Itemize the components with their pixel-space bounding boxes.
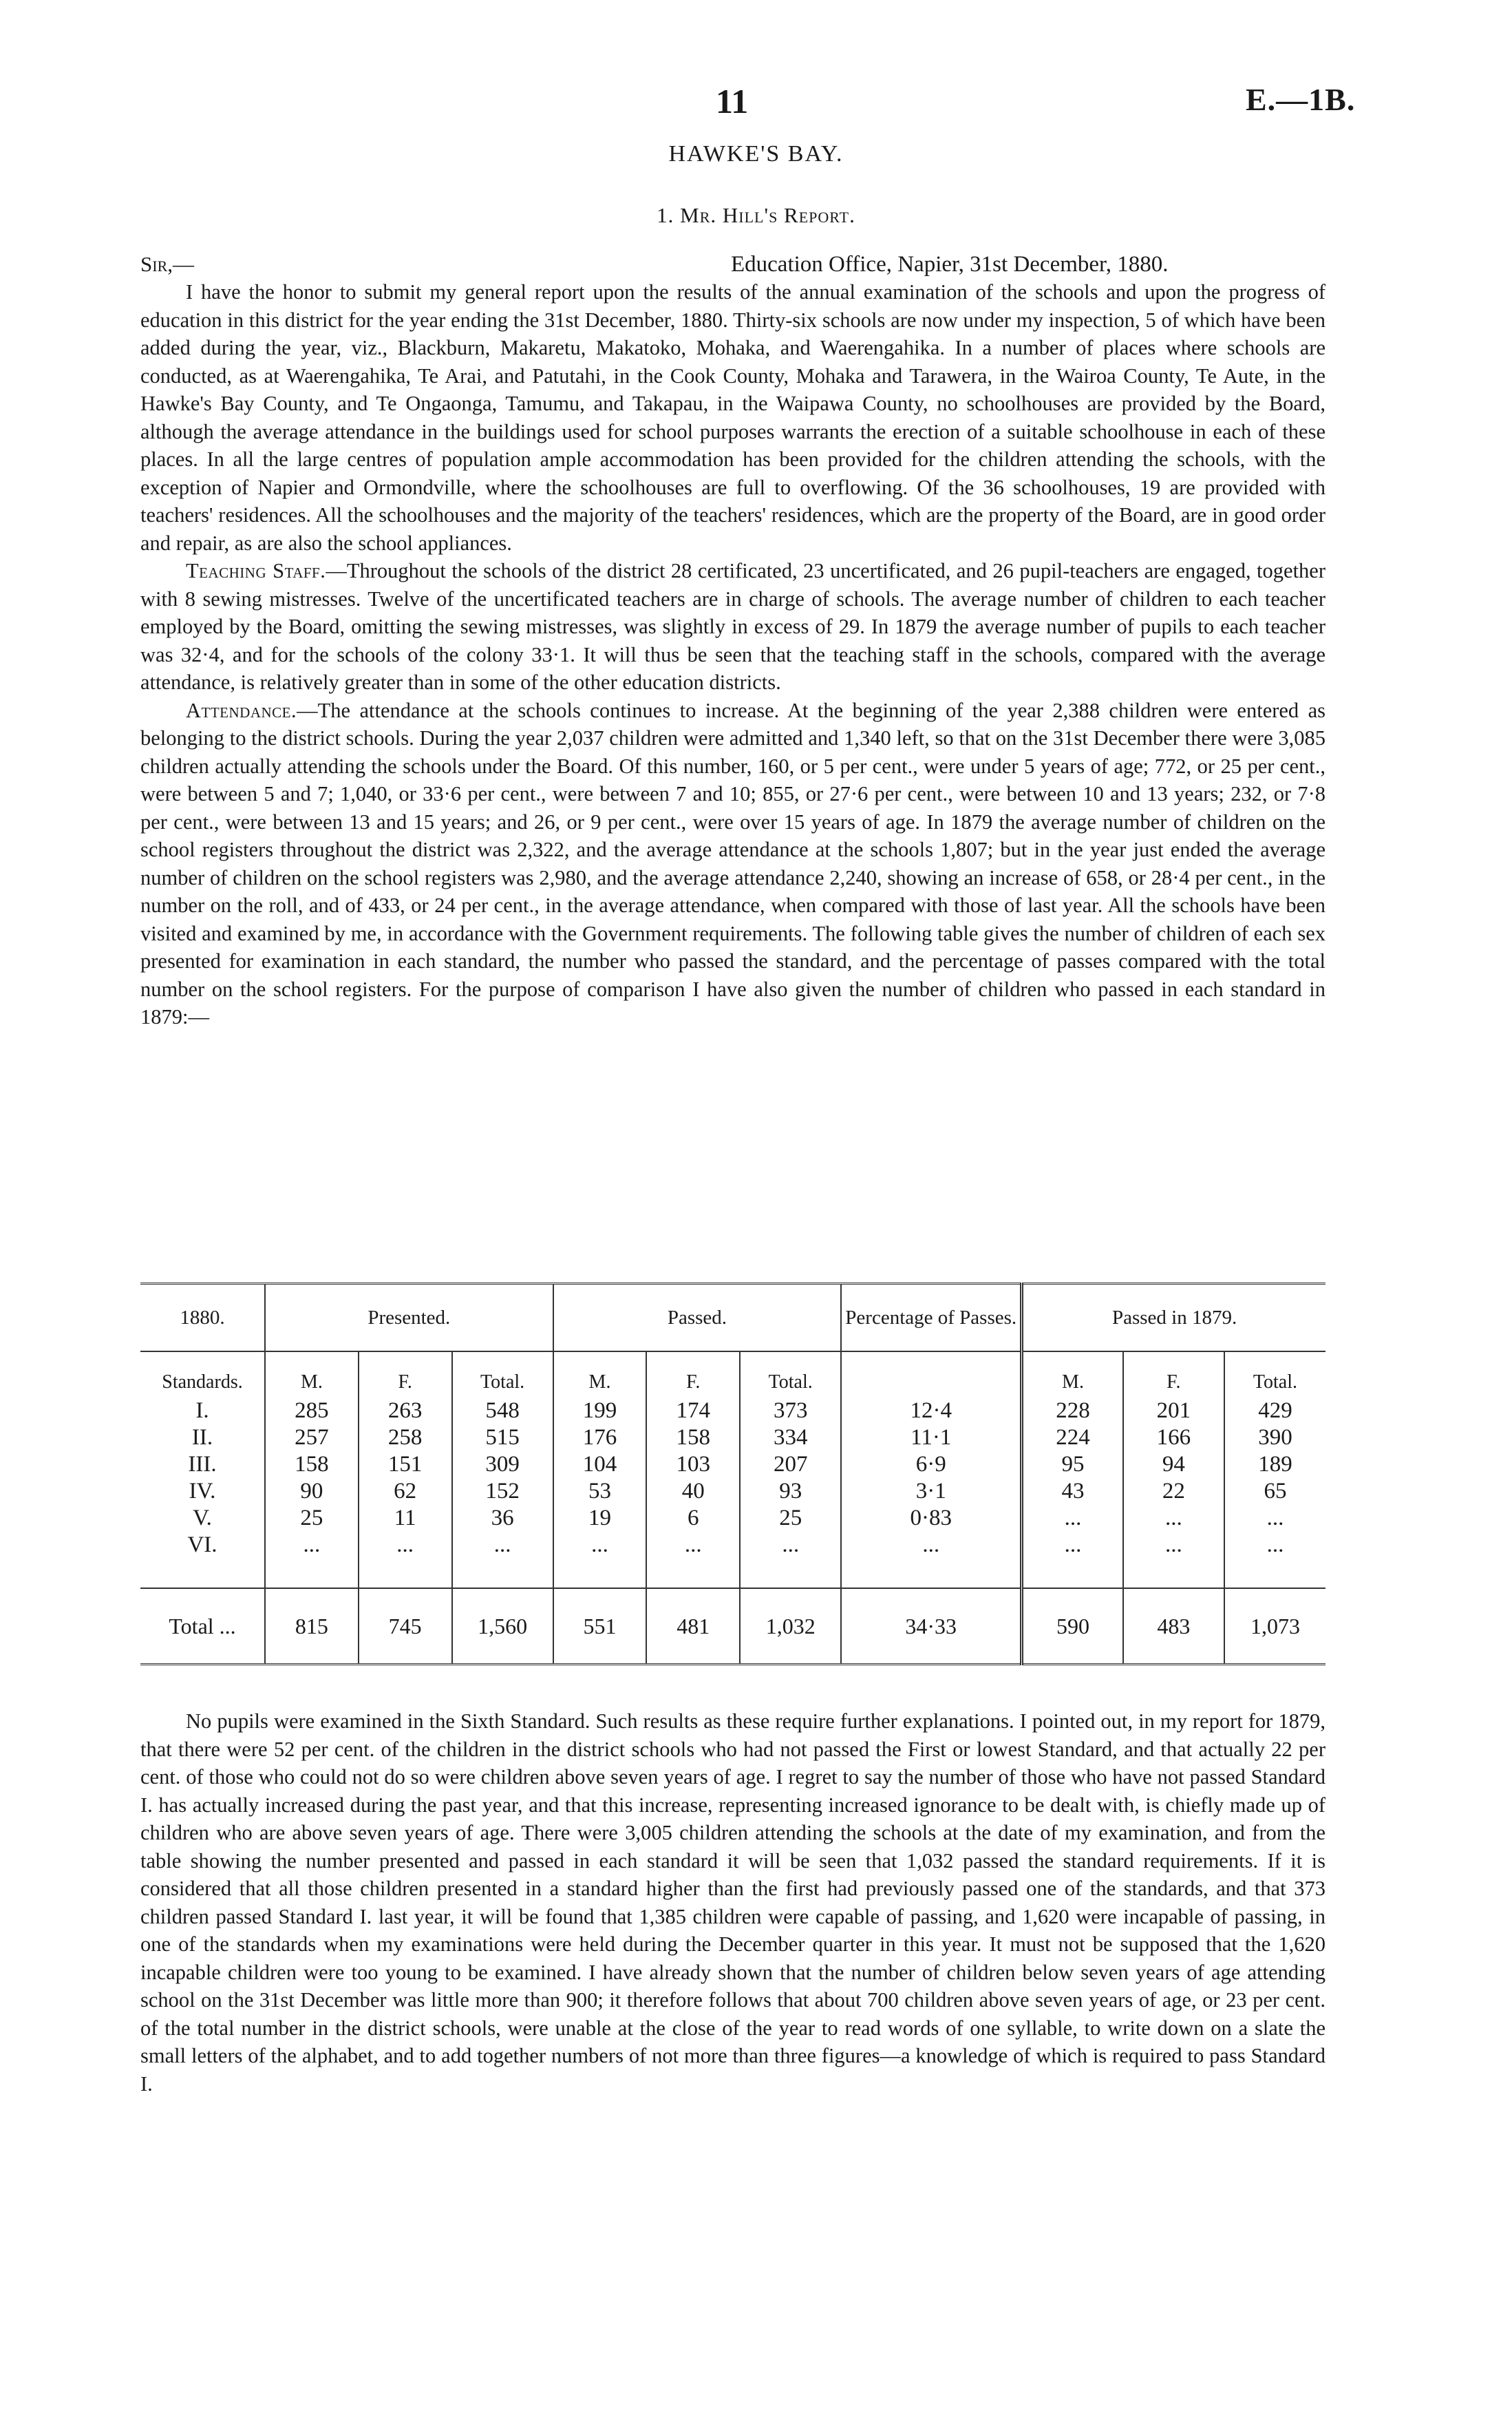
cell: 95 (1022, 1451, 1123, 1478)
examination-results-table (140, 1283, 1325, 1665)
cell: 152 (452, 1478, 553, 1505)
paragraph-heading: Teaching Staff. (186, 559, 326, 582)
cell: 65 (1224, 1478, 1325, 1505)
cell: 11 (359, 1505, 452, 1532)
table-row (140, 1398, 1325, 1424)
cell: 158 (646, 1424, 740, 1451)
cell: 6 (646, 1505, 740, 1532)
cell: ... (452, 1532, 553, 1559)
document-code: E.—1B. (1246, 82, 1356, 117)
cell: 815 (265, 1588, 359, 1665)
section-title: HAWKE'S BAY. (668, 141, 844, 167)
total-label: Total ... (140, 1588, 265, 1665)
paragraph-attendance (140, 697, 1325, 1031)
report-body-conclusion (140, 1707, 1325, 2098)
cell: 258 (359, 1424, 452, 1451)
cell: 481 (646, 1588, 740, 1665)
standard-label: V. (193, 1506, 212, 1530)
cell: 0·83 (841, 1505, 1021, 1532)
cell: ... (841, 1532, 1021, 1559)
cell: 1,073 (1224, 1588, 1325, 1665)
dateline: Education Office, Napier, 31st December, 1880. (731, 252, 1169, 277)
cell: 483 (1123, 1588, 1224, 1665)
cell: ... (359, 1532, 452, 1559)
cell: 201 (1123, 1398, 1224, 1424)
cell: 19 (553, 1505, 647, 1532)
standard-label: I. (195, 1398, 209, 1423)
table-row (140, 1451, 1325, 1478)
cell: 93 (740, 1478, 841, 1505)
cell: 1,560 (452, 1588, 553, 1665)
header-standards: Standards. (162, 1371, 243, 1393)
cell: 12·4 (841, 1398, 1021, 1424)
page-number: 11 (716, 82, 749, 120)
cell: 151 (359, 1451, 452, 1478)
cell: 158 (265, 1451, 359, 1478)
cell: ... (1123, 1505, 1224, 1532)
cell: 745 (359, 1588, 452, 1665)
cell: 176 (553, 1424, 647, 1451)
cell: 373 (740, 1398, 841, 1424)
cell: 309 (452, 1451, 553, 1478)
header-presented: Presented. (265, 1284, 553, 1352)
cell: 6·9 (841, 1451, 1021, 1478)
header-percentage-blank (841, 1351, 1021, 1398)
table-row (140, 1478, 1325, 1505)
cell: 548 (452, 1398, 553, 1424)
report-body-intro (140, 278, 1325, 1031)
cell: 34·33 (841, 1588, 1021, 1665)
cell: ... (1022, 1505, 1123, 1532)
cell: 40 (646, 1478, 740, 1505)
cell: 36 (452, 1505, 553, 1532)
cell: 104 (553, 1451, 647, 1478)
cell: 515 (452, 1424, 553, 1451)
cell: 11·1 (841, 1424, 1021, 1451)
cell: 22 (1123, 1478, 1224, 1505)
header-total: Total. (452, 1351, 553, 1398)
header-total: Total. (740, 1351, 841, 1398)
header-m: M. (265, 1351, 359, 1398)
header-f: F. (1123, 1351, 1224, 1398)
header-percentage: Percentage of Passes. (841, 1284, 1021, 1352)
table-spacer (140, 1559, 1325, 1588)
cell: 174 (646, 1398, 740, 1424)
table-row (140, 1505, 1325, 1532)
paragraph-intro (140, 278, 1325, 557)
salutation: Sir,— (140, 252, 194, 276)
standard-label: II. (191, 1425, 213, 1450)
cell: 103 (646, 1451, 740, 1478)
cell: 189 (1224, 1451, 1325, 1478)
cell: ... (265, 1532, 359, 1559)
cell: 224 (1022, 1424, 1123, 1451)
table-row (140, 1532, 1325, 1559)
cell: 263 (359, 1398, 452, 1424)
paragraph-text: —Throughout the schools of the district 28 certificated, 23 uncertificated, and 26 pupil-teachers are engaged, together with 8 sewing mistresses. Twelve of the uncertificated teachers are in charge of schools. The average number of children to each teacher employed by the Board, omitting the sewing mistresses, was slightly in excess of 29. In 1879 the average number of pupils to each teacher was 32·4, and for the schools of the colony 33·1. It will thus be seen that the teaching staff in the schools, compared with the average attendance, is relatively greater than in some of the other education districts. (140, 559, 1325, 694)
header-passed-1879: Passed in 1879. (1022, 1284, 1325, 1352)
cell: ... (1224, 1505, 1325, 1532)
header-total: Total. (1224, 1351, 1325, 1398)
cell: 390 (1224, 1424, 1325, 1451)
header-passed: Passed. (553, 1284, 842, 1352)
cell: 90 (265, 1478, 359, 1505)
cell: 25 (740, 1505, 841, 1532)
report-title: 1. Mr. Hill's Report. (657, 203, 855, 227)
cell: 62 (359, 1478, 452, 1505)
cell: 334 (740, 1424, 841, 1451)
standard-label: III. (188, 1452, 217, 1477)
cell: ... (1123, 1532, 1224, 1559)
header-f: F. (646, 1351, 740, 1398)
cell: ... (553, 1532, 647, 1559)
paragraph-heading: Attendance. (186, 698, 297, 722)
cell: 25 (265, 1505, 359, 1532)
cell: 429 (1224, 1398, 1325, 1424)
standard-label: IV. (189, 1479, 216, 1504)
cell: 590 (1022, 1588, 1123, 1665)
cell: 207 (740, 1451, 841, 1478)
standard-label: VI. (187, 1532, 217, 1557)
paragraph-text: —The attendance at the schools continues to increase. At the beginning of the year 2,388 children were entered as belonging to the district schools. During the year 2,037 children were admitted and 1,340 left, so that on the 31st December there were 3,085 children actually attending the schools under the Board. Of this number, 160, or 5 per cent., were under 5 years of age; 772, or 25 per cent., were between 5 and 7; 1,040, or 33·6 per cent., were between 7 and 10; 855, or 27·6 per cent., were between 10 and 13 years; 232, or 7·8 per cent., were between 13 and 15 years; and 26, or 9 per cent., were over 15 years of age. In 1879 the average number of children on the school registers throughout the district was 2,322, and the average attendance at the schools 1,807; but in the year just ended the average number of children on the school registers was 2,980, and the average attendance 2,240, showing an increase of 658, or 28·4 per cent., in the number on the roll, and of 433, or 24 per cent., in the average attendance, when compared with those of last year. All the schools have been visited and examined by me, in accordance with the Government requirements. The following table gives the number of children of each sex presented for examination in each standard, the number who passed the standard, and the percentage of passes compared with the total number on the school registers. For the purpose of comparison I have also given the number of children who passed in each standard in 1879:— (140, 698, 1325, 1029)
cell: 53 (553, 1478, 647, 1505)
header-year: 1880. (140, 1284, 265, 1352)
table-total-row (140, 1588, 1325, 1665)
cell: 43 (1022, 1478, 1123, 1505)
cell: 166 (1123, 1424, 1224, 1451)
cell: 1,032 (740, 1588, 841, 1665)
cell: 94 (1123, 1451, 1224, 1478)
paragraph-text: I have the honor to submit my general report upon the results of the annual examination of the schools and upon the progress of education in this district for the year ending the 31st December, 1880. Thirty-six schools are now under my inspection, 5 of which have been added during the year, viz., Blackburn, Makaretu, Makatoko, Mohaka, and Waerengahika. In a number of places where schools are conducted, as at Waerengahika, Te Arai, and Patutahi, in the Cook County, Mohaka and Tarawera, in the Wairoa County, Te Aute, in the Hawke's Bay County, and Te Ongaonga, Tamumu, and Takapau, in the Waipawa County, no schoolhouses are provided by the Board, although the average attendance in the buildings used for school purposes warrants the erection of a suitable schoolhouse in each of these places. In all the large centres of population ample accommodation has been provided for the children attending the schools, with the exception of Napier and Ormondville, where the schoolhouses are full to overflowing. Of the 36 schoolhouses, 19 are provided with teachers' residences. All the schoolhouses and the majority of the teachers' residences, which are the property of the Board, are in good order and repair, as are also the school appliances. (140, 280, 1325, 555)
cell: 228 (1022, 1398, 1123, 1424)
cell: ... (1224, 1532, 1325, 1559)
cell: ... (740, 1532, 841, 1559)
paragraph-conclusion: No pupils were examined in the Sixth Standard. Such results as these require further explanations. I pointed out, in my report for 1879, that there were 52 per cent. of the children in the district schools who had not passed the First or lowest Standard, and that actually 22 per cent. of those who could not do so were children above seven years of age. I regret to say the number of those who have not passed Standard I. has actually increased during the past year, and that this increase, representing increased ignorance to be dealt with, is chiefly made up of children who are above seven years of age. There were 3,005 children attending the schools at the date of my examination, and from the table showing the number presented and passed in each standard it will be seen that 1,032 passed the standard requirements. If it is considered that all those children presented in a standard higher than the first had previously passed one of the standards, and that 373 children passed Standard I. last year, it will be found that 1,385 children were capable of passing, and 1,620 were incapable of passing, in one of the standards when my examinations were held during the December quarter in this year. It must not be supposed that the 1,620 incapable children were too young to be examined. I have already shown that the number of children below seven years of age attending school on the 31st December was little more than 900; it therefore follows that about 700 children above seven years of age, or 23 per cent. of the total number in the district schools, were unable at the close of the year to read words of one syllable, to write down on a slate the small letters of the alphabet, and to add together numbers of not more than three figures—a knowledge of which is required to pass Standard I. (140, 1709, 1325, 2096)
cell: 285 (265, 1398, 359, 1424)
header-m: M. (1022, 1351, 1123, 1398)
header-f: F. (359, 1351, 452, 1398)
cell: 551 (553, 1588, 647, 1665)
cell: ... (646, 1532, 740, 1559)
table-row (140, 1424, 1325, 1451)
cell: 257 (265, 1424, 359, 1451)
paragraph-teaching-staff (140, 557, 1325, 697)
cell: 199 (553, 1398, 647, 1424)
header-m: M. (553, 1351, 647, 1398)
cell: ... (1022, 1532, 1123, 1559)
cell: 3·1 (841, 1478, 1021, 1505)
